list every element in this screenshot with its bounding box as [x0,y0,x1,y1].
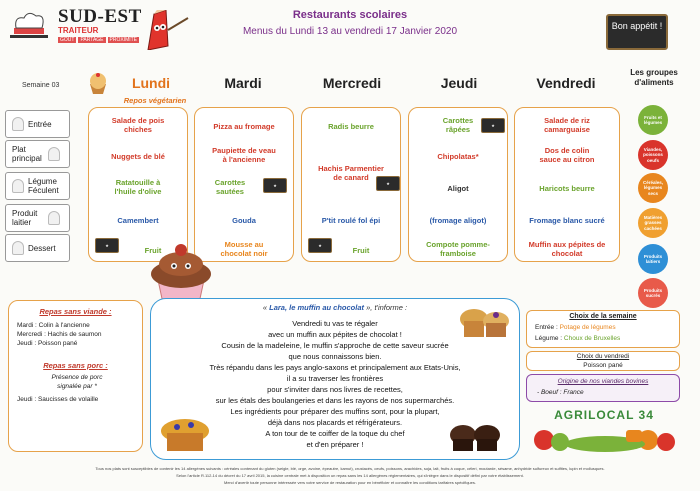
choix-semaine-box [526,310,680,348]
dish-laitier: Camembert [117,216,159,225]
muffin-image [155,417,215,453]
food-group-cereales: Céréales, légumes secs [638,173,668,203]
sans-viande-line: Jeudi : Poisson pané [17,340,78,347]
sans-viande-line: Mardi : Colin à l'ancienne [17,322,90,329]
brand-tag: GOÛT [60,37,75,43]
muffin-image [456,305,512,341]
dish-dessert: Muffin aux pépites de chocolat [528,240,606,258]
info-line: déjà dans nos placards et réfrigérateurs. [267,418,403,427]
info-line: et d'en préparer ! [306,440,364,449]
dish-laitier: Gouda [232,216,256,225]
special-meals-box [8,300,143,452]
menu-mercredi [301,107,401,262]
dish-entree: Radis beurre [328,122,374,131]
chef-icon [48,147,60,161]
category-label: Produit laitier [12,209,38,227]
day-header-mardi: Mardi [224,75,262,91]
footer-allergenes: Tous nos plats sont susceptibles de contenir les 14 allergènes suivants : céréales contenant du gluten (seigle, blé, orge, avoine, épeautre, kamut), crustacés, oeufs, poissons, arachides, soja, lait, fruits à coque, céleri, moutarde, sésame, anhydride sulfureux et sulfites, lupin et mollusques. [95,466,605,471]
category-label: Dessert [28,243,56,253]
category-laitier [5,204,70,232]
category-entree [5,110,70,138]
info-title-name: Lara, le muffin au chocolat [269,303,365,312]
day-header-lundi: Lundi [131,75,171,91]
dish-entree: Salade de riz camarguaise [544,116,590,134]
dish-entree: Pizza au fromage [213,122,275,131]
dish-plat: Hachis Parmentier de canard [318,164,384,182]
choix-entree: Entrée : Potage de légumes [535,324,616,331]
menu-jeudi [408,107,508,262]
menu-mardi [194,107,294,262]
category-dessert [5,234,70,262]
menu-lundi [88,107,188,262]
dish-dessert: Compote pomme-framboise [426,240,490,258]
choix-vendredi-title: Choix du vendredi [576,353,630,360]
week-label: Semaine 03 [22,82,60,89]
sans-viande-title: Repas sans viande : [39,307,112,316]
dish-legume: Carottes sautées [214,178,246,196]
brand-tags [58,37,139,43]
info-line: A ton tour de te coiffer de la toque du chef [265,429,405,438]
info-title: « Lara, le muffin au chocolat », t'informe : [262,303,408,312]
origine-viande-box [526,374,680,402]
food-group-matieres-grasses: Matières grasses cachées [638,208,668,238]
chalkboard-badge-icon: ★ [95,238,119,253]
page-title: Restaurants scolaires [292,9,408,21]
dish-dessert: Mousse au chocolat noir [220,240,268,258]
info-line: Très répandu dans les pays anglo-saxons et principalement aux Etats-Unis, [209,363,461,372]
info-line: sur les étals des boulangeries et dans les rayons de nos supermarchés. [215,396,455,405]
dish-entree: Salade de pois chiches [111,116,165,134]
food-group-fruits: Fruits et légumes [638,105,668,135]
chocolate-muffins-image [447,421,507,453]
sans-viande-line: Mercredi : Hachis de saumon [17,331,102,338]
chalkboard-badge-icon: ★ [308,238,332,253]
origine-value: - Boeuf : France [537,389,584,396]
day-header-mercredi: Mercredi [322,75,382,91]
category-plat [5,140,70,168]
sans-porc-note: Présence de porc signalée par * [51,374,103,390]
dish-legume: Haricots beurre [539,184,595,193]
category-label: Plat principal [12,145,42,163]
food-group-viandes: Viandes, poissons oeufs [638,140,668,170]
brand-name: SUD-EST [58,6,142,27]
choix-legume: Légume : Choux de Bruxelles [535,335,621,342]
dish-legume: Aligot [447,184,469,193]
food-group-sucres: Produits sucrés [638,278,668,308]
food-group-laitiers: Produits laitiers [638,244,668,274]
agrilocal-logo [530,404,680,454]
dish-plat: Chipolatas* [437,152,479,161]
day-header-jeudi: Jeudi [440,75,478,91]
brand-tag: PARTAGE [80,37,104,43]
page-subtitle: Menus du Lundi 13 au vendredi 17 Janvier 2020 [242,26,458,37]
menu-vendredi [514,107,620,262]
info-line: Les ingrédients pour préparer des muffins sont, pour la plupart, [230,407,440,416]
brand-tag: PROXIMITÉ [109,37,138,43]
info-line: pour s'inviter dans nos livres de recettes, [267,385,403,394]
chef-icon [12,117,24,131]
sans-porc-line: Jeudi : Saucisses de volaille [17,396,99,403]
dish-legume: Ratatouille à l'huile d'olive [114,178,162,196]
info-line: il a su traverser les frontières [286,374,384,383]
info-line: Vendredi tu vas te régaler [292,319,378,328]
dish-laitier: Fromage blanc sucré [529,216,605,225]
choix-vendredi-value: Poisson pané [583,362,623,369]
dish-dessert: Fruit [144,246,162,255]
chef-icon [48,211,60,225]
dish-dessert: Fruit [352,246,370,255]
choix-vendredi-box [526,351,680,371]
chalkboard-badge-icon: ★ [481,118,505,133]
chef-icon [12,179,24,193]
bon-appetit-chalkboard: Bon appétit ! [606,14,668,50]
info-line: que nous connaissons bien. [288,352,382,361]
food-groups-title: Les groupes d'aliments [630,68,678,87]
dish-plat: Dos de colin sauce au citron [539,146,595,164]
dish-laitier: P'tit roulé fol épi [321,216,381,225]
chalkboard-badge-icon: ★ [263,178,287,193]
brand-sub: TRAITEUR [58,26,99,35]
vegetarian-note: Repos végétarien [123,96,187,105]
sans-porc-title: Repas sans porc : [43,361,108,370]
dish-entree: Carottes râpées [442,116,474,134]
category-legume [5,172,70,200]
info-line: Cousin de la madeleine, le muffin s'approche de cette saveur sucrée [221,341,449,350]
footer-notice: Merci d'avertir toute personne intéressée vers votre service de restauration pour en bénéficier et connaître les conditions tarifaires spécifiques. [223,480,476,485]
info-box [150,298,520,460]
day-header-vendredi: Vendredi [536,75,596,91]
dish-laitier: (fromage aligot) [429,216,487,225]
dish-plat: Paupiette de veau à l'ancienne [212,146,276,164]
category-label: Entrée [28,119,52,129]
info-line: avec un muffin aux pépites de chocolat ! [268,330,402,339]
choix-semaine-title: Choix de la semaine [569,313,637,320]
chalkboard-badge-icon: ★ [376,176,400,191]
category-label: Légume Féculent [28,177,59,195]
dish-plat: Nuggets de blé [111,152,165,161]
origine-title: Origine de nos viandes bovines [557,378,649,385]
agrilocal-text: AGRILOCAL 34 [554,408,654,422]
chef-icon [12,241,24,255]
footer-article: Selon l'article R.112-14 du décret du 17 avril 2015, la cuisine centrale met à disposition un repas sans les 14 allergènes réglementaires, qui s'intègre dans le dispositif défini par votre établissement. [176,473,524,478]
